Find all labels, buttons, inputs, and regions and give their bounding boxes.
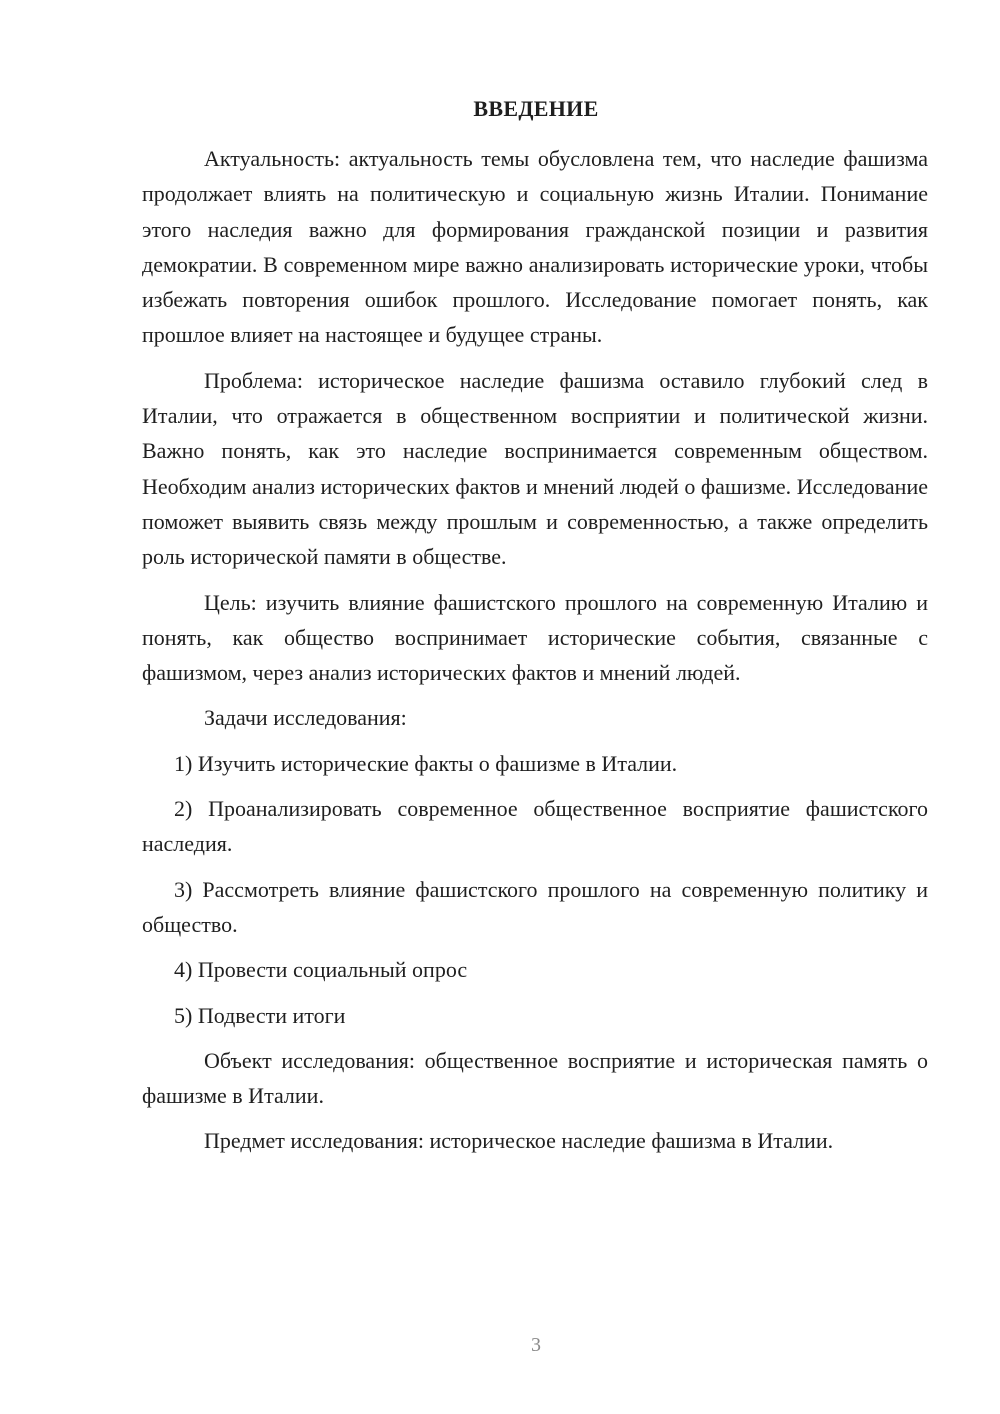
paragraph-problem: Проблема: историческое наследие фашизма оставило глубокий след в Италии, что отражается в общественном восприятии и политической жизни. Важно понять, как это наследие воспринимается современным обществом. Необходим анализ исторических фактов и мнений людей о фашизме. Исследование поможет выявить связь между прошлым и современностью, а также определить роль исторической памяти в обществе. xyxy=(142,367,928,570)
tasks-heading: Задачи исследования: xyxy=(204,705,407,731)
paragraph-object: Объект исследования: общественное восприятие и историческая память о фашизме в Италии. xyxy=(142,1047,928,1109)
task-item-5: 5) Подвести итоги xyxy=(174,1002,346,1028)
task-item-3: 3) Рассмотреть влияние фашистского прошлого на современную политику и общество. xyxy=(142,876,928,937)
task-item-2: 2) Проанализировать современное общественное восприятие фашистского наследия. xyxy=(142,796,928,857)
task-item-4: 4) Провести социальный опрос xyxy=(174,957,468,983)
task-item-1: 1) Изучить исторические факты о фашизме в Италии. xyxy=(174,750,678,776)
paragraph-relevance: Актуальность: актуальность темы обусловлена тем, что наследие фашизма продолжает влиять на политическую и социальную жизнь Италии. Понимание этого наследия важно для формирования гражданской позиции и развития демократии. В современном мире важно анализировать исторические уроки, чтобы избежать повторения ошибок прошлого. Исследование помогает понять, как прошлое влияет на настоящее и будущее страны. xyxy=(142,146,928,348)
document-body xyxy=(142,141,928,1159)
page-title: ВВЕДЕНИЕ xyxy=(473,96,599,121)
paragraph-goal: Цель: изучить влияние фашистского прошлого на современную Италию и понять, как общество воспринимает исторические события, связанные с фашизмом, через анализ исторических фактов и мнений людей. xyxy=(142,589,928,686)
page-number: 3 xyxy=(531,1334,541,1356)
paragraph-subject: Предмет исследования: историческое наследие фашизма в Италии. xyxy=(204,1128,834,1154)
